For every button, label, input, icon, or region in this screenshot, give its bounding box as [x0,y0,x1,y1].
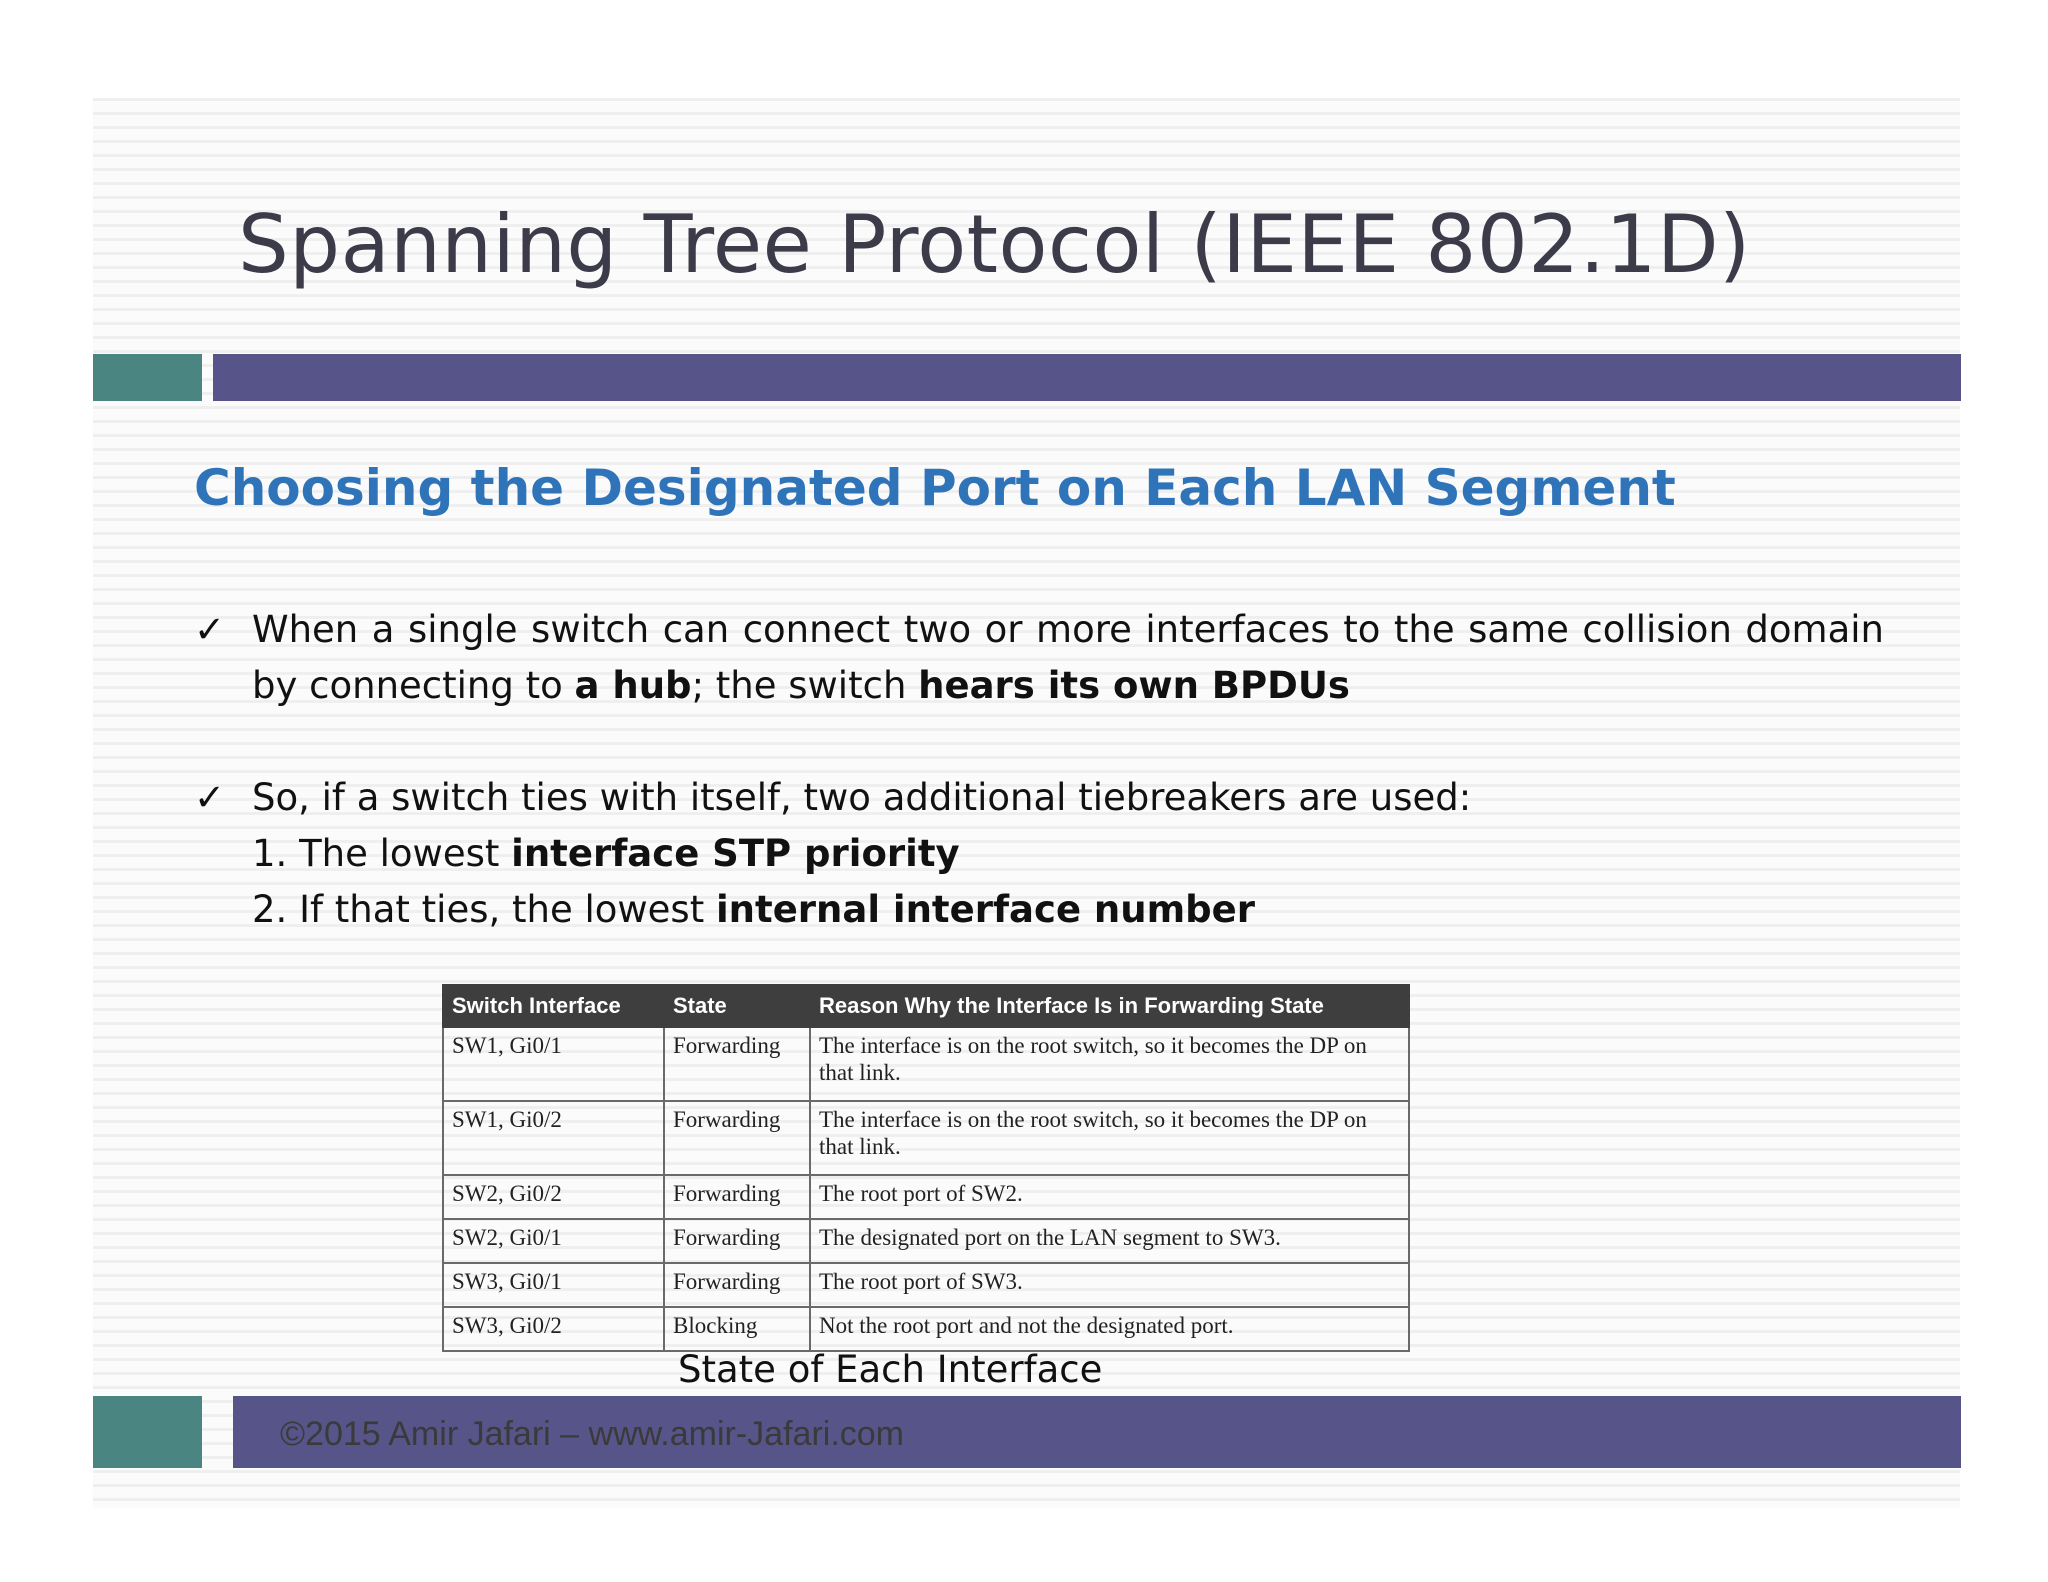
tiebreaker-item [252,882,1884,938]
title-divider-accent [93,354,202,401]
table-row [443,1263,1409,1307]
column-header-state: State [664,985,810,1027]
cell-reason: The root port of SW2. [810,1175,1409,1219]
emphasis-stp-priority: interface STP priority [511,832,960,875]
bullet-hub-connection [194,602,1884,714]
slide-subtitle: Choosing the Designated Port on Each LAN Segment [194,459,1676,517]
cell-interface: SW1, Gi0/1 [443,1027,664,1101]
emphasis-interface-number: internal interface number [715,888,1255,931]
cell-state: Forwarding [664,1027,810,1101]
text-span: by connecting to [252,664,575,707]
bullet-line: So, if a switch ties with itself, two additional tiebreakers are used: [252,776,1472,819]
cell-state: Forwarding [664,1101,810,1175]
checkmark-icon: ✓ [194,776,226,819]
cell-reason: Not the root port and not the designated port. [810,1307,1409,1351]
footer-copyright: ©2015 Amir Jafari – www.amir-Jafari.com [280,1415,905,1453]
cell-interface: SW1, Gi0/2 [443,1101,664,1175]
column-header-reason: Reason Why the Interface Is in Forwarding State [810,985,1409,1027]
emphasis-hub: a hub [574,664,692,707]
column-header-interface: Switch Interface [443,985,664,1027]
checkmark-icon: ✓ [194,608,226,651]
cell-interface: SW2, Gi0/2 [443,1175,664,1219]
cell-interface: SW3, Gi0/2 [443,1307,664,1351]
cell-reason: The designated port on the LAN segment to SW3. [810,1219,1409,1263]
text-span: ; the switch [691,664,919,707]
cell-interface: SW2, Gi0/1 [443,1219,664,1263]
table-row [443,1027,1409,1101]
cell-interface: SW3, Gi0/1 [443,1263,664,1307]
interface-state-table-wrapper [442,984,1408,1352]
table-row [443,1307,1409,1351]
cell-state: Blocking [664,1307,810,1351]
tiebreaker-item [252,826,1884,882]
bullet-line [252,658,1884,714]
table-row [443,1219,1409,1263]
cell-state: Forwarding [664,1219,810,1263]
cell-reason: The root port of SW3. [810,1263,1409,1307]
footer-accent [93,1396,202,1468]
cell-state: Forwarding [664,1263,810,1307]
cell-reason: The interface is on the root switch, so it becomes the DP on that link. [810,1027,1409,1101]
cell-reason: The interface is on the root switch, so it becomes the DP on that link. [810,1101,1409,1175]
bullet-tiebreakers [194,770,1884,938]
table-row [443,1101,1409,1175]
text-span: 1. The lowest [252,832,512,875]
bullet-line: When a single switch can connect two or more interfaces to the same collision domain [252,608,1884,651]
table-caption: State of Each Interface [678,1348,1103,1391]
emphasis-own-bpdus: hears its own BPDUs [918,664,1350,707]
title-divider-bar [213,354,1961,401]
cell-state: Forwarding [664,1175,810,1219]
slide-title: Spanning Tree Protocol (IEEE 802.1D) [238,198,1751,291]
interface-state-table [442,984,1410,1352]
text-span: 2. If that ties, the lowest [252,888,716,931]
table-header-row [443,985,1409,1027]
bullet-text [252,770,1884,938]
table-row [443,1175,1409,1219]
bullet-text [252,602,1884,714]
